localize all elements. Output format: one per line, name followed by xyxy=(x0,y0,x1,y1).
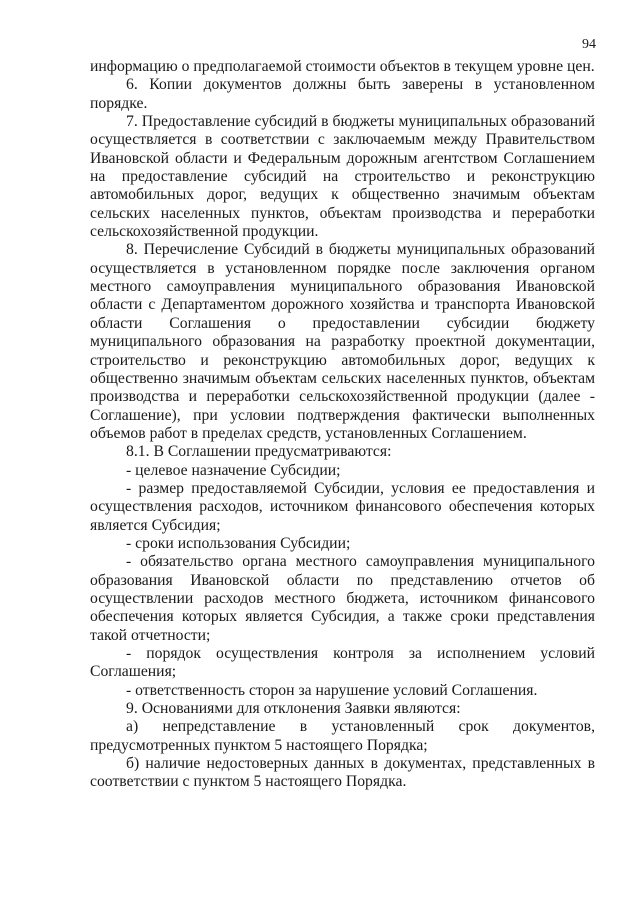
paragraph-item-8: 8. Перечисление Субсидий в бюджеты муниципальных образований осуществляется в установленном порядке после заключения органом местного самоуправления муниципального образования Ивановской области с Департаментом дорожного хозяйства и транспорта Ивановской области Соглашения о предоставлении субсидии бюджету муниципального образования на разработку проектной документации, строительство и реконструкцию автомобильных дорог, ведущих к общественно значимым объектам сельских населенных пунктов, объектам производства и переработки сельскохозяйственной продукции (далее - Соглашение), при условии подтверждения фактически выполненных объемов работ в пределах средств, установленных Соглашением. xyxy=(90,241,595,442)
list-item-reporting-obligation: - обязательство органа местного самоуправления муниципального образования Ивановской области по представлению отчетов об осуществлении расходов местного бюджета, источником финансового обеспечения которых является Субсидия, а также сроки представления такой отчетности; xyxy=(90,553,595,644)
paragraph-item-6: 6. Копии документов должны быть заверены в установленном порядке. xyxy=(90,76,595,112)
page-number: 94 xyxy=(582,37,596,52)
list-item-responsibility: - ответственность сторон за нарушение условий Соглашения. xyxy=(126,681,538,699)
list-item-usage-terms: - сроки использования Субсидии; xyxy=(126,534,351,552)
list-item-subsidy-size: - размер предоставляемой Субсидии, условия ее предоставления и осуществления расходов, источником финансового обеспечения которых является Субсидия; xyxy=(90,479,595,534)
list-item-target-purpose: - целевое назначение Субсидии; xyxy=(126,461,341,479)
paragraph-item-9: 9. Основаниями для отклонения Заявки являются: xyxy=(126,700,461,718)
document-body xyxy=(90,58,595,792)
paragraph-item-7: 7. Предоставление субсидий в бюджеты муниципальных образований осуществляется в соответствии с заключаемым между Правительством Ивановской области и Федеральным дорожным агентством Соглашением на предоставление субсидий на строительство и реконструкцию автомобильных дорог, ведущих к общественно значимым объектам сельских населенных пунктов, объектам производства и переработки сельскохозяйственной продукции. xyxy=(90,113,595,241)
list-item-control-procedure: - порядок осуществления контроля за исполнением условий Соглашения; xyxy=(90,645,595,681)
paragraph-item-8-1: 8.1. В Соглашении предусматриваются: xyxy=(126,443,392,461)
list-item-a: а) непредставление в установленный срок документов, предусмотренных пунктом 5 настоящего Порядка; xyxy=(90,718,595,754)
paragraph-continuation: информацию о предполагаемой стоимости объектов в текущем уровне цен. xyxy=(90,58,595,75)
list-item-b: б) наличие недостоверных данных в документах, представленных в соответствии с пунктом 5 настоящего Порядка. xyxy=(90,755,595,791)
